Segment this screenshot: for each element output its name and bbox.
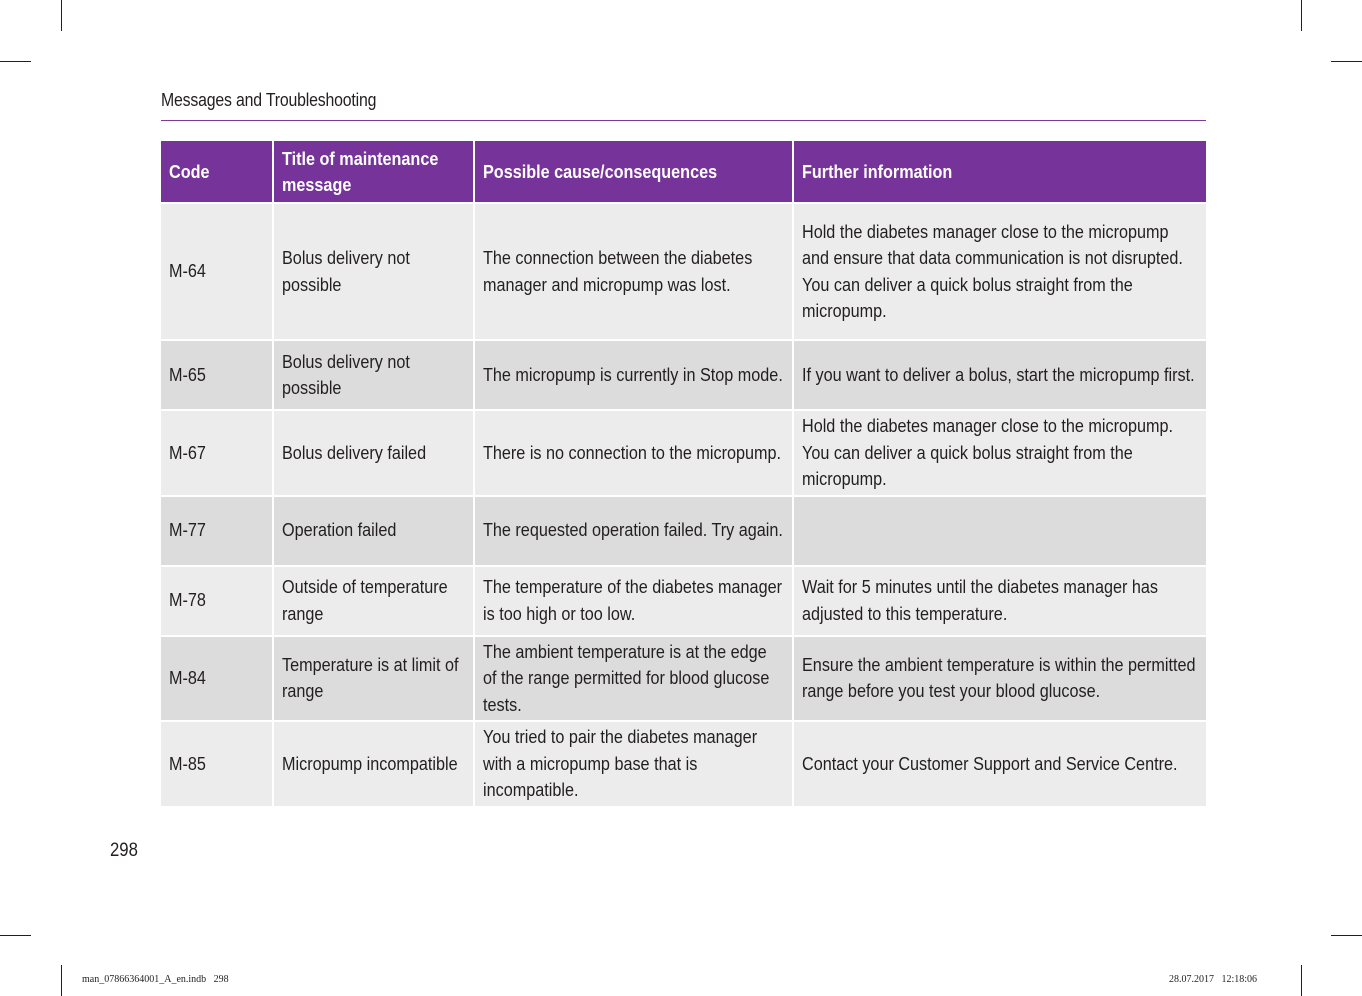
column-header-info: Further information — [793, 141, 1206, 203]
table-row — [161, 203, 1206, 340]
table-row — [161, 636, 1206, 722]
crop-mark — [1301, 965, 1302, 996]
title-divider — [161, 120, 1206, 121]
table-row — [161, 566, 1206, 636]
crop-mark — [1301, 0, 1302, 31]
cause-cell: The micropump is currently in Stop mode. — [474, 340, 793, 410]
cause-cell: You tried to pair the diabetes manager with a micropump base that is incompatible. — [474, 721, 793, 806]
table-row — [161, 721, 1206, 806]
title-cell: Bolus delivery failed — [273, 410, 474, 496]
cause-cell: The requested operation failed. Try again. — [474, 496, 793, 566]
info-text: Hold the diabetes manager close to the micropump. — [802, 416, 1174, 436]
crop-mark — [1331, 61, 1362, 62]
cause-cell: The connection between the diabetes manager and micropump was lost. — [474, 203, 793, 340]
crop-mark — [61, 965, 62, 996]
code-cell: M-84 — [161, 636, 273, 722]
crop-mark — [0, 935, 31, 936]
title-cell: Bolus delivery not possible — [273, 203, 474, 340]
crop-mark — [1331, 935, 1362, 936]
info-text: Hold the diabetes manager close to the micropump and ensure that data communication is not disrupted. — [802, 221, 1183, 268]
code-cell: M-67 — [161, 410, 273, 496]
cause-cell: The ambient temperature is at the edge of the range permitted for blood glucose tests. — [474, 636, 793, 722]
info-cell: Wait for 5 minutes until the diabetes manager has adjusted to this temperature. — [793, 566, 1206, 636]
title-cell: Operation failed — [273, 496, 474, 566]
table-row — [161, 410, 1206, 496]
column-header-title: Title of maintenance message — [273, 141, 474, 203]
title-cell: Outside of temperature range — [273, 566, 474, 636]
table-header-row — [161, 141, 1206, 203]
section-title: Messages and Troubleshooting — [161, 90, 377, 110]
info-cell: If you want to deliver a bolus, start the micropump first. — [793, 340, 1206, 410]
code-cell: M-78 — [161, 566, 273, 636]
cause-cell: There is no connection to the micropump. — [474, 410, 793, 496]
table-row — [161, 496, 1206, 566]
crop-mark — [0, 61, 31, 62]
title-cell: Bolus delivery not possible — [273, 340, 474, 410]
info-cell: Contact your Customer Support and Service Centre. — [793, 721, 1206, 806]
code-cell: M-64 — [161, 203, 273, 340]
code-cell: M-77 — [161, 496, 273, 566]
date-slug: 28.07.2017 12:18:06 — [1169, 974, 1258, 985]
info-text-extra: You can deliver a quick bolus straight from the micropump. — [802, 442, 1133, 489]
file-slug: man_07866364001_A_en.indb 298 — [82, 974, 229, 985]
code-cell: M-85 — [161, 721, 273, 806]
info-text-extra: You can deliver a quick bolus straight from the micropump. — [802, 274, 1133, 321]
info-cell — [793, 203, 1206, 340]
title-cell: Temperature is at limit of range — [273, 636, 474, 722]
column-header-code: Code — [161, 141, 273, 203]
crop-mark — [61, 0, 62, 31]
info-cell: Ensure the ambient temperature is within the permitted range before you test your blood glucose. — [793, 636, 1206, 722]
title-cell: Micropump incompatible — [273, 721, 474, 806]
info-cell — [793, 410, 1206, 496]
maintenance-message-table — [161, 141, 1206, 806]
cause-cell: The temperature of the diabetes manager is too high or too low. — [474, 566, 793, 636]
column-header-cause: Possible cause/consequences — [474, 141, 793, 203]
page-number: 298 — [110, 840, 138, 861]
table-row — [161, 340, 1206, 410]
info-cell — [793, 496, 1206, 566]
code-cell: M-65 — [161, 340, 273, 410]
